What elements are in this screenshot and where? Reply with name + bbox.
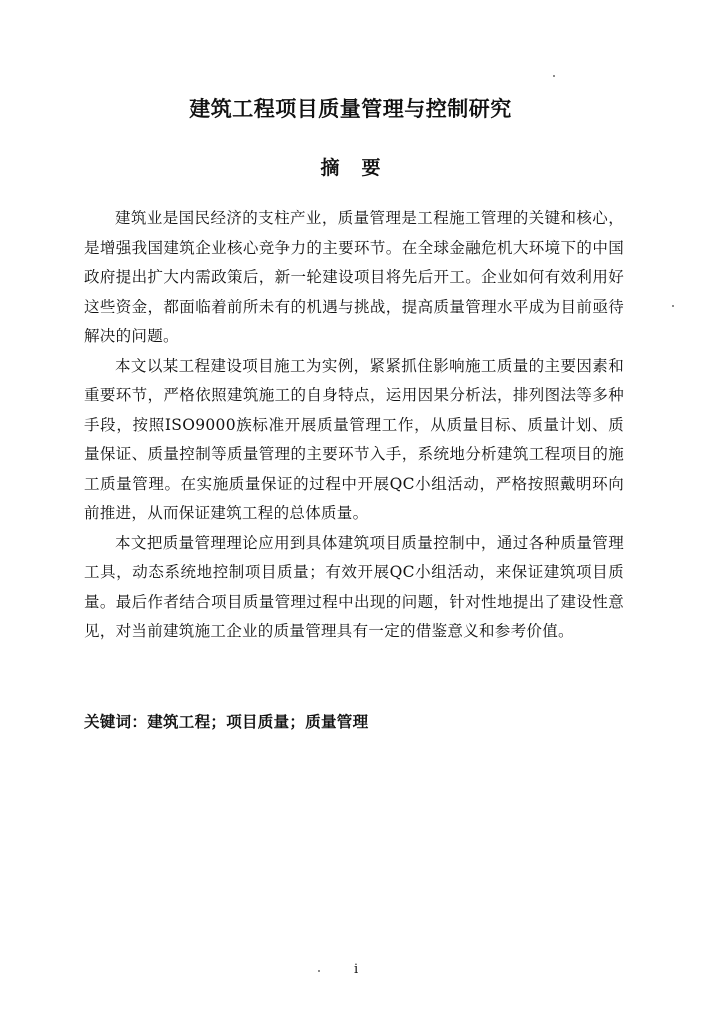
- abstract-paragraph-1: 建筑业是国民经济的支柱产业，质量管理是工程施工管理的关键和核心，是增强我国建筑企业核心竞争力的主要环节。在全球金融危机大环境下的中国政府提出扩大内需政策后，新一轮建设项目将先后开工。企业如何有效利用好这些资金，都面临着前所未有的机遇与挑战，提高质量管理水平成为目前亟待解决的问题。: [84, 209, 624, 345]
- abstract-heading: 摘要: [320, 157, 403, 179]
- scan-speck: [553, 75, 555, 77]
- abstract-paragraph-3: 本文把质量管理理论应用到具体建筑项目质量控制中，通过各种质量管理工具，动态系统地控制项目质量；有效开展QC小组活动，来保证建筑项目质量。最后作者结合项目质量管理过程中出现的问题，针对性地提出了建设性意见，对当前建筑施工企业的质量管理具有一定的借鉴意义和参考价值。: [84, 533, 624, 640]
- keywords-line: 关键词：建筑工程；项目质量；质量管理: [84, 713, 369, 731]
- document-title: 建筑工程项目质量管理与控制研究: [189, 97, 512, 121]
- page-number: i: [354, 962, 359, 977]
- abstract-body: [84, 204, 624, 647]
- scan-speck: [318, 970, 320, 972]
- scan-speck: [672, 305, 674, 307]
- abstract-paragraph-2: 本文以某工程建设项目施工为实例，紧紧抓住影响施工质量的主要因素和重要环节，严格依照建筑施工的自身特点，运用因果分析法，排列图法等多种手段，按照ISO9000族标准开展质量管理工作，从质量目标、质量计划、质量保证、质量控制等质量管理的主要环节入手，系统地分析建筑工程项目的施工质量管理。在实施质量保证的过程中开展QC小组活动，严格按照戴明环向前推进，从而保证建筑工程的总体质量。: [84, 356, 624, 522]
